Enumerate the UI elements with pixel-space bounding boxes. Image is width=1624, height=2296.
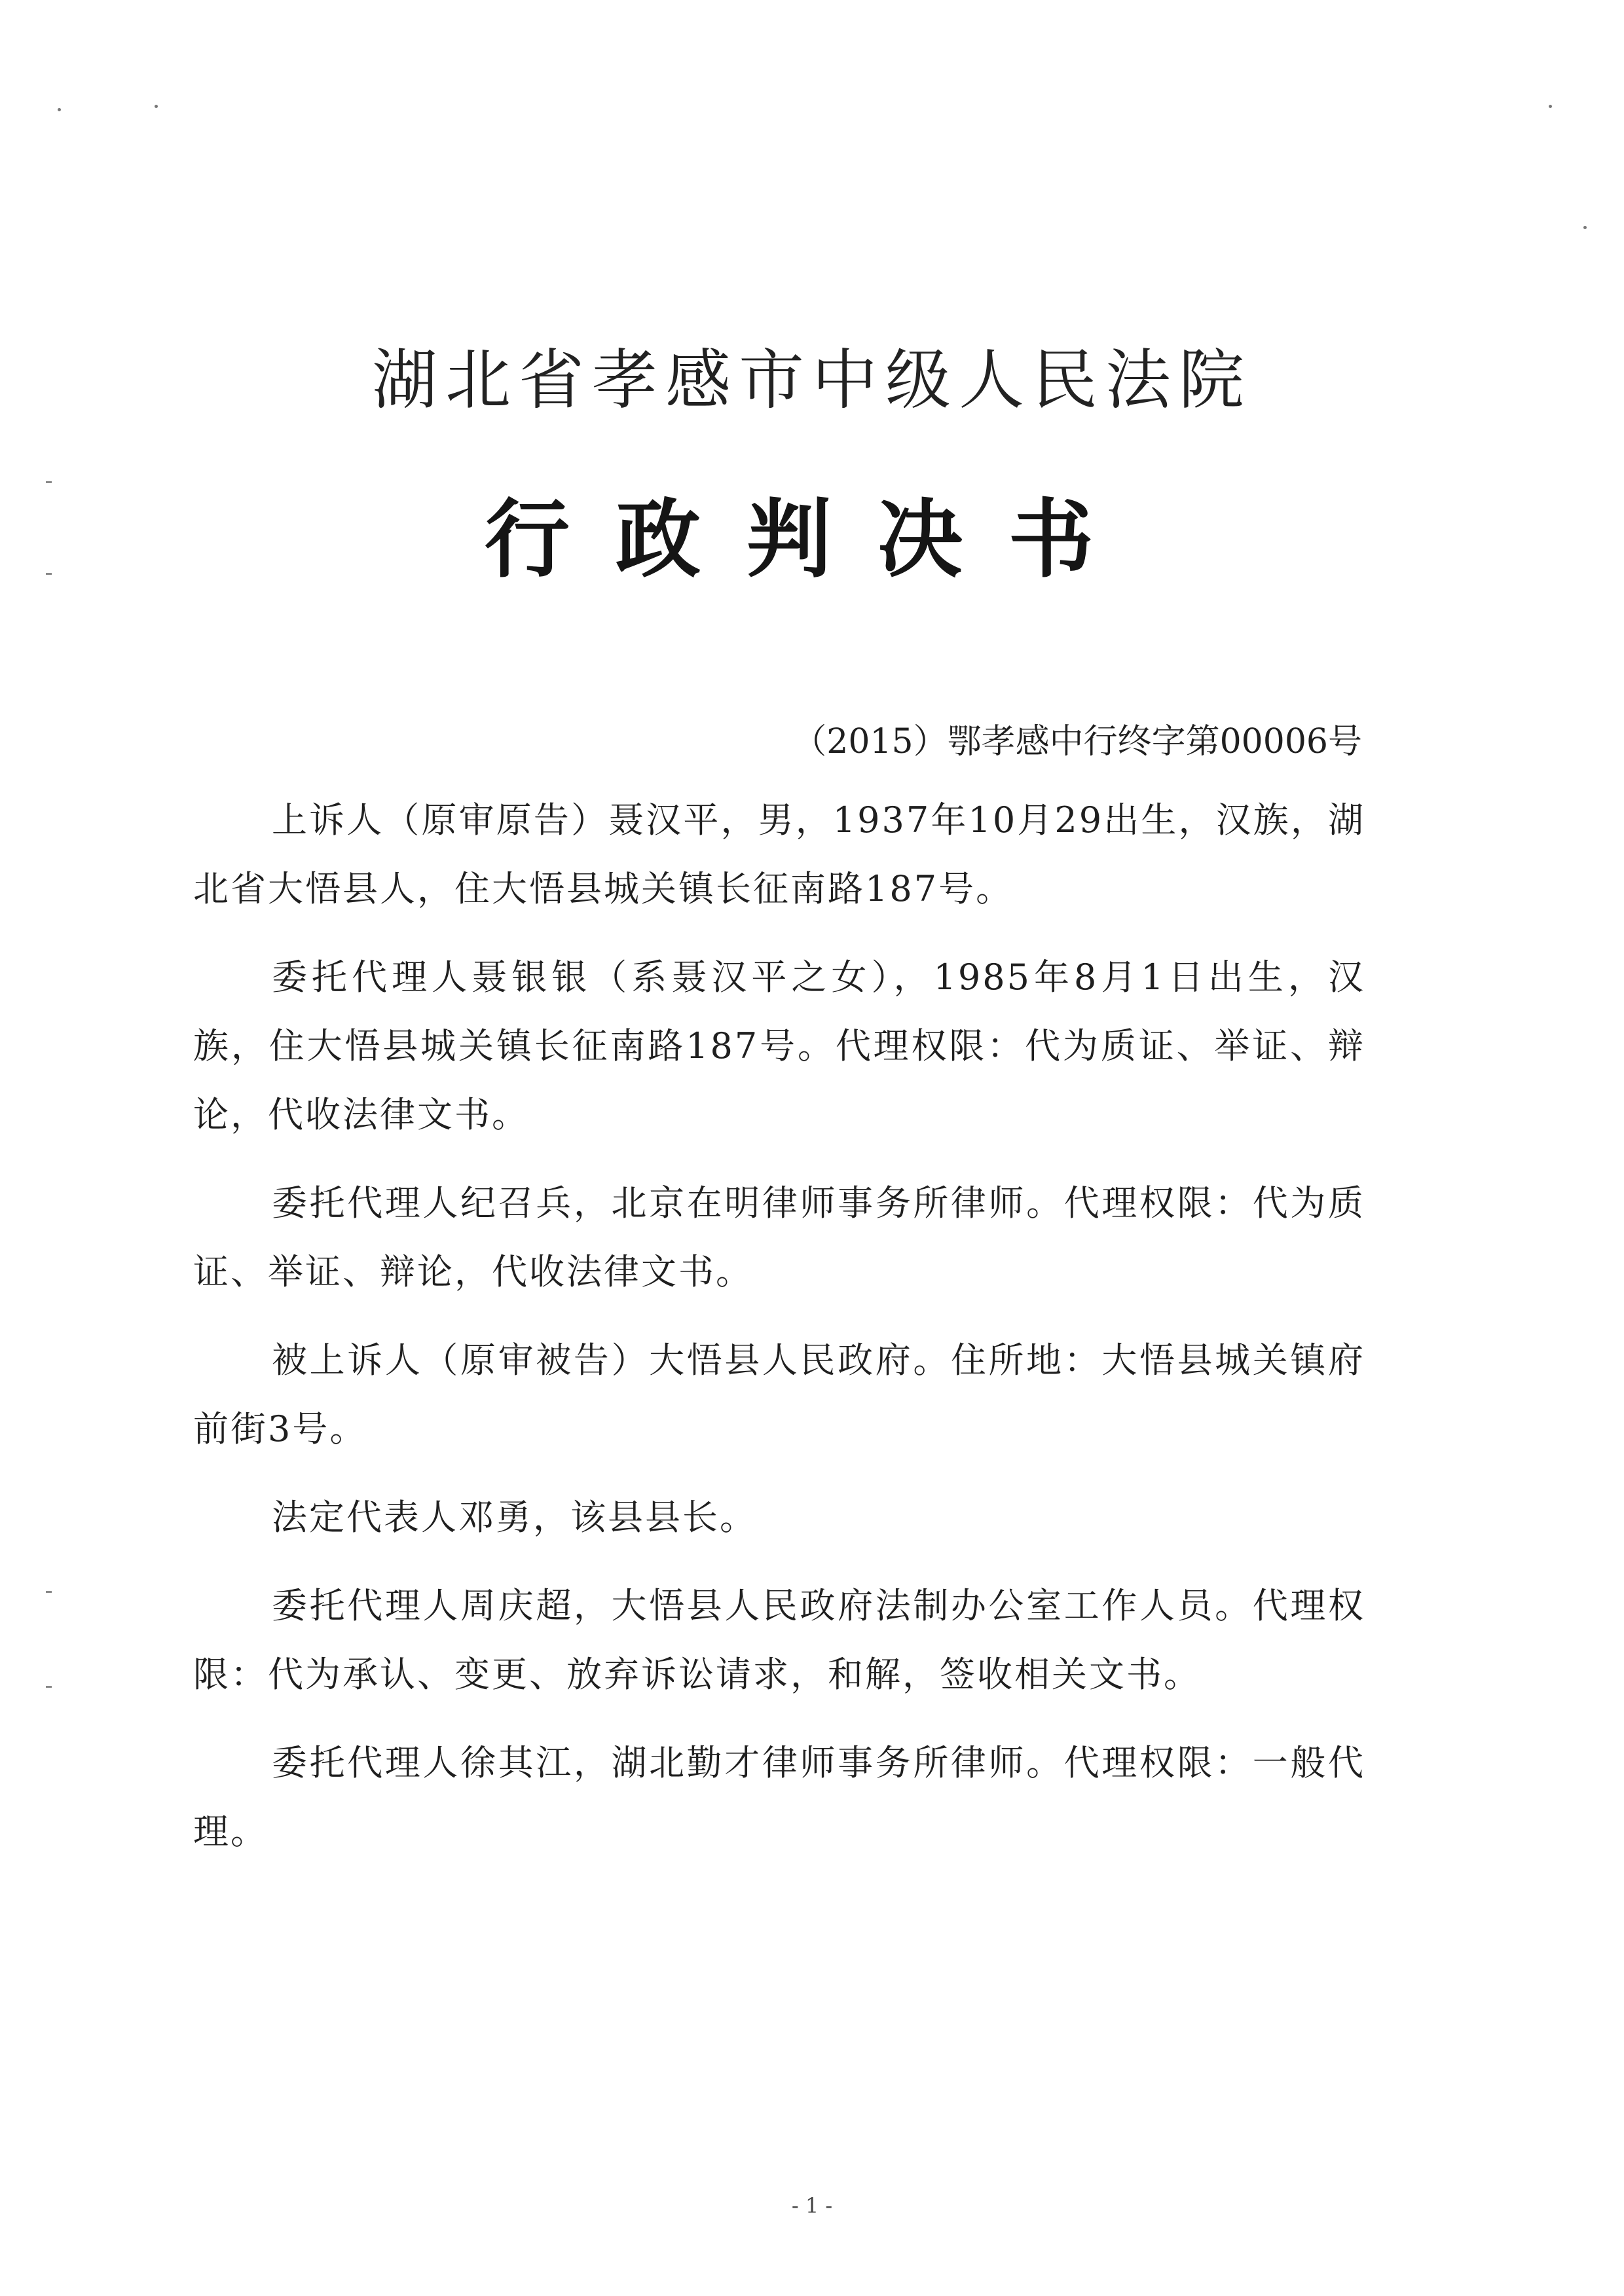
- scan-speck: [46, 1686, 52, 1688]
- court-name: 湖北省孝感市中级人民法院: [372, 342, 1252, 418]
- page-number: - 1 -: [791, 2193, 833, 2218]
- case-number: （2015）鄂孝感中行终字第00006号: [792, 722, 1362, 761]
- paragraph-legal-representative: 法定代表人邓勇，该县县长。: [272, 1497, 757, 1538]
- scan-speck: [155, 105, 158, 108]
- document-title: 行政判决书: [484, 489, 1139, 589]
- paragraph-appellant-agent-1: 委托代理人聂银银（系聂汉平之女），1985年8月1日出生，汉族，住大悟县城关镇长征南路187号。代理权限：代为质证、举证、辩论，代收法律文书。: [193, 957, 1365, 1135]
- paragraph-appellee-agent-1: 委托代理人周庆超，大悟县人民政府法制办公室工作人员。代理权限：代为承认、变更、放弃诉讼请求，和解，签收相关文书。: [193, 1585, 1365, 1695]
- document-body: [193, 786, 1365, 1886]
- scan-speck: [58, 108, 61, 111]
- paragraph-appellee-agent-2: 委托代理人徐其江，湖北勤才律师事务所律师。代理权限：一般代理。: [193, 1742, 1365, 1852]
- paragraph-appellant: 上诉人（原审原告）聂汉平，男，1937年10月29出生，汉族，湖北省大悟县人，住大悟县城关镇长征南路187号。: [193, 799, 1365, 909]
- scan-speck: [46, 573, 52, 575]
- scan-speck: [46, 481, 52, 483]
- paragraph-appellee: 被上诉人（原审被告）大悟县人民政府。住所地：大悟县城关镇府前街3号。: [193, 1339, 1365, 1449]
- paragraph-appellant-agent-2: 委托代理人纪召兵，北京在明律师事务所律师。代理权限：代为质证、举证、辩论，代收法律文书。: [193, 1182, 1365, 1292]
- scan-speck: [1549, 105, 1552, 108]
- scan-speck: [1583, 226, 1587, 229]
- scan-speck: [46, 1591, 52, 1593]
